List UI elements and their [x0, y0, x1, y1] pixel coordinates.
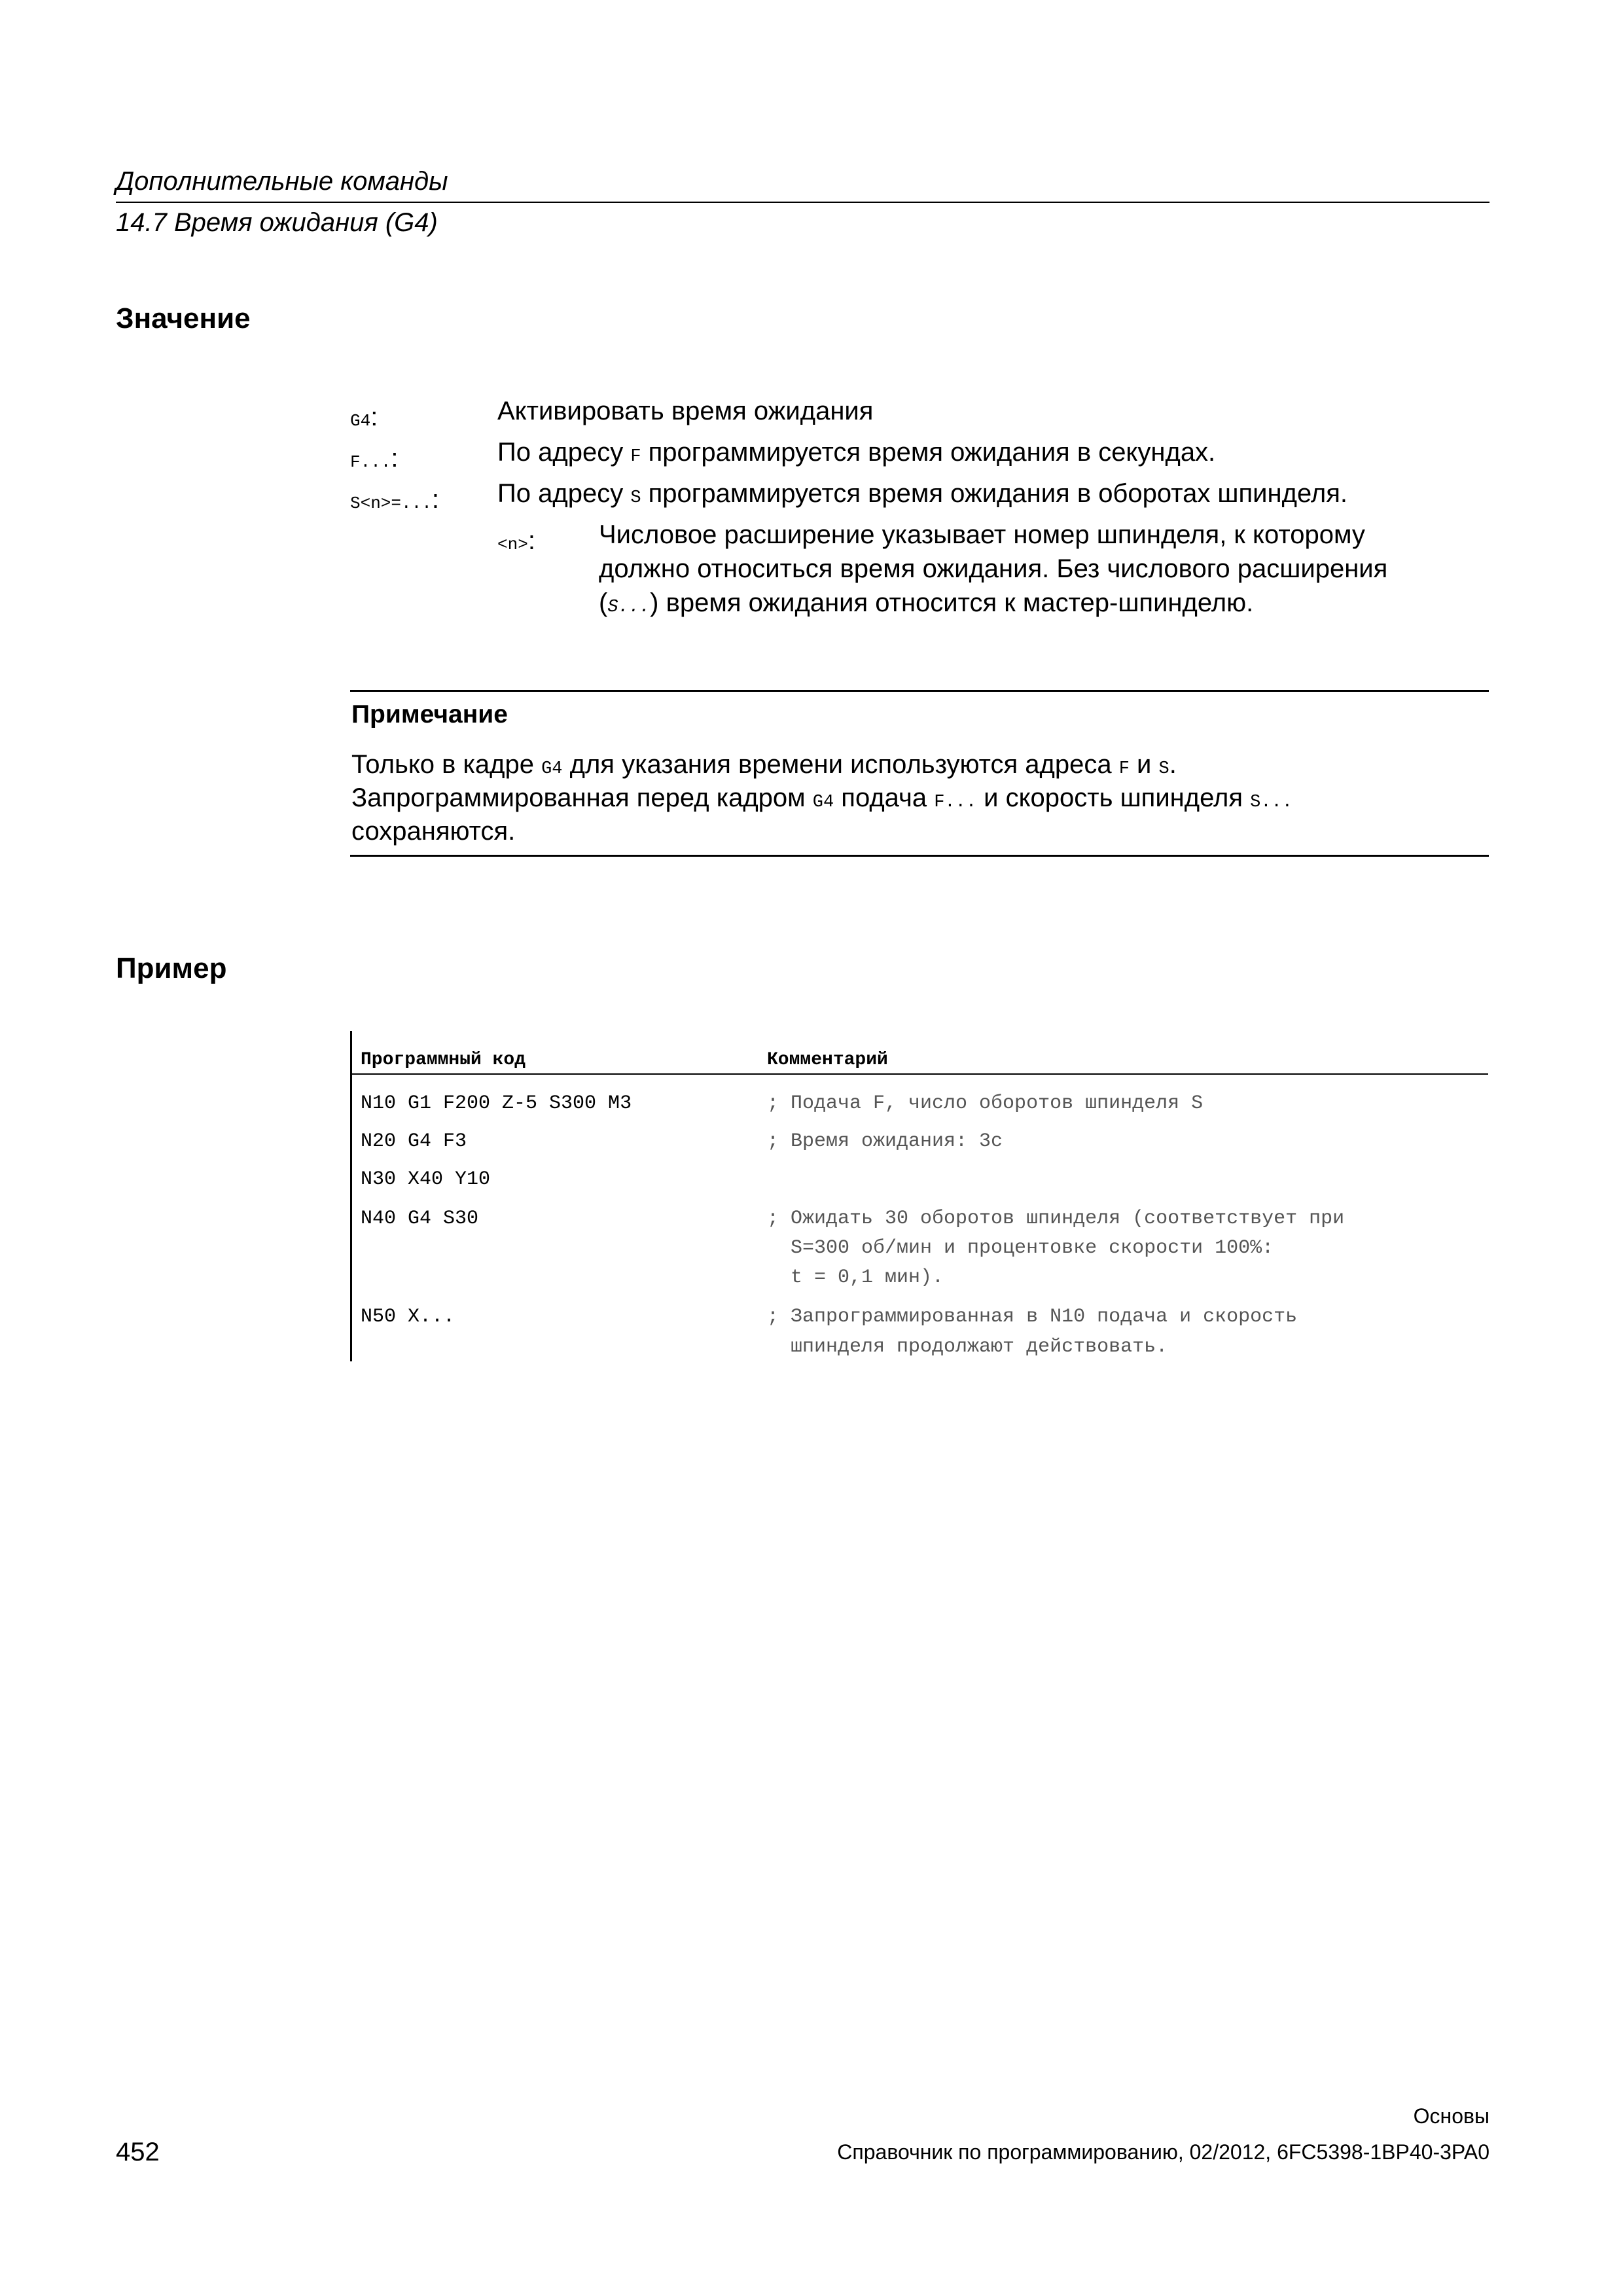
table-row-code: N50 X... [361, 1306, 455, 1328]
note-line-2-code-g4: G4 [812, 793, 834, 812]
table-row-comment: t = 0,1 мин). [767, 1266, 944, 1289]
definition-s-text-before: По адресу [497, 479, 631, 508]
term-f: F...: [350, 444, 399, 473]
note-line-2-code-f: F... [934, 793, 977, 812]
section-heading-meaning: Значение [116, 302, 251, 334]
table-row-comment: ; Подача F, число оборотов шпинделя S [767, 1092, 1204, 1115]
note-title: Примечание [351, 700, 508, 728]
running-header-chapter: Дополнительные команды [116, 167, 448, 196]
header-rule [116, 202, 1489, 203]
term-n: <n>: [497, 526, 535, 555]
note-line-1-text: Только в кадре [351, 750, 542, 779]
table-row-comment: ; Запрограммированная в N10 подача и скорость [767, 1306, 1298, 1328]
table-header-code: Программный код [361, 1050, 526, 1070]
definition-f [497, 435, 1215, 474]
note-line-1-code-f: F [1118, 759, 1130, 779]
definition-s-inline-code: S [630, 488, 641, 508]
note-line-1-text-2: для указания времени используются адреса [562, 750, 1119, 779]
definition-n [599, 518, 1387, 624]
term-s-code: S<n>=... [350, 493, 432, 513]
term-g4: G4: [350, 403, 378, 431]
term-s: S<n>=...: [350, 485, 439, 514]
table-row-comment: шпинделя продолжают действовать. [767, 1336, 1168, 1358]
definition-n-line1: Числовое расширение указывает номер шпинделя, к которому [599, 520, 1365, 549]
definition-f-inline-code: F [630, 447, 641, 467]
table-header-rule [351, 1073, 1488, 1075]
footer-reference: Справочник по программированию, 02/2012, 6FC5398-1BP40-3PA0 [837, 2140, 1489, 2164]
term-f-code: F... [350, 452, 391, 472]
note-line-2-text: Запрограммированная перед кадром [351, 783, 813, 812]
note-line-1-period: . [1169, 750, 1177, 779]
definition-f-text-after: программируется время ожидания в секундах. [641, 438, 1216, 467]
table-row-comment: S=300 об/мин и процентовке скорости 100%: [767, 1237, 1274, 1259]
section-heading-example: Пример [116, 952, 227, 984]
definition-n-line2: должно относиться время ожидания. Без числового расширения [599, 554, 1388, 583]
note-bottom-rule [350, 855, 1489, 857]
definition-s [497, 476, 1347, 515]
definition-g4: Активировать время ожидания [497, 397, 874, 425]
note-line-1 [351, 750, 1177, 780]
table-row-comment: ; Время ожидания: 3с [767, 1130, 1003, 1153]
table-row-code: N40 G4 S30 [361, 1208, 479, 1230]
table-row-code: N10 G1 F200 Z-5 S300 M3 [361, 1092, 632, 1115]
definition-n-line3 [599, 586, 1387, 624]
note-line-3: сохраняются. [351, 817, 516, 846]
note-line-2-text-3: и скорость шпинделя [976, 783, 1251, 812]
table-row-code: N30 X40 Y10 [361, 1168, 491, 1191]
term-g4-code: G4 [350, 411, 371, 431]
note-line-2 [351, 783, 1293, 813]
definition-s-text-after: программируется время ожидания в оборотах шпинделя. [641, 479, 1347, 508]
table-row-code: N20 G4 F3 [361, 1130, 467, 1153]
note-line-1-code-g4: G4 [541, 759, 563, 779]
table-row-comment: ; Ожидать 30 оборотов шпинделя (соответствует при [767, 1208, 1345, 1230]
footer-book-title: Основы [1413, 2104, 1489, 2128]
page-number: 452 [116, 2138, 160, 2166]
note-line-2-code-s: S... [1250, 793, 1293, 812]
note-top-rule [350, 690, 1489, 692]
definition-f-text-before: По адресу [497, 438, 631, 467]
term-n-code: <n> [497, 535, 528, 554]
table-header-comment: Комментарий [767, 1050, 888, 1070]
note-line-1-code-s: S [1158, 759, 1169, 779]
table-left-rule [350, 1031, 352, 1361]
running-header-section: 14.7 Время ожидания (G4) [116, 208, 438, 237]
note-line-1-text-3: и [1129, 750, 1159, 779]
note-line-2-text-2: подача [834, 783, 935, 812]
definition-n-paren: ( [599, 588, 608, 617]
definition-n-inline-code: S... [607, 598, 651, 617]
definition-n-rest: ) время ожидания относится к мастер-шпинделю. [650, 588, 1254, 617]
